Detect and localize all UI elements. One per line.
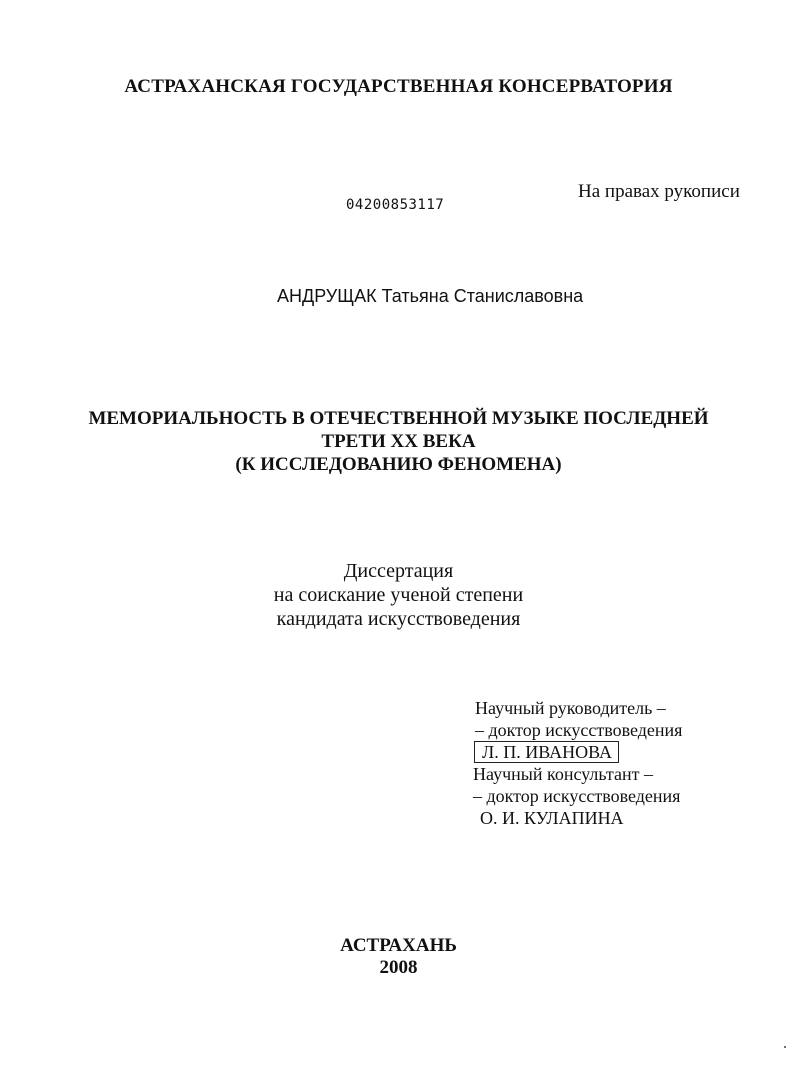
advisor-role: Научный руководитель –	[475, 698, 666, 718]
advisor-degree: – доктор искусствоведения	[475, 720, 683, 740]
year: 2008	[379, 957, 418, 978]
consultant-role: Научный консультант –	[473, 764, 653, 784]
title-line: МЕМОРИАЛЬНОСТЬ В ОТЕЧЕСТВЕННОЙ МУЗЫКЕ ПОСЛЕДНЕЙ	[88, 408, 709, 429]
degree-statement	[0, 559, 797, 631]
title-line: (К ИССЛЕДОВАНИЮ ФЕНОМЕНА)	[235, 454, 562, 475]
consultant-degree: – доктор искусствоведения	[473, 786, 681, 806]
advisor-name: Л. П. ИВАНОВА	[474, 741, 619, 763]
city: АСТРАХАНЬ	[340, 935, 457, 956]
institution-name: АСТРАХАНСКАЯ ГОСУДАРСТВЕННАЯ КОНСЕРВАТОРИЯ	[124, 76, 673, 97]
consultant-name: О. И. КУЛАПИНА	[480, 808, 624, 828]
degree-line: Диссертация	[343, 560, 454, 582]
author-name: АНДРУЩАК Татьяна Станиславовна	[277, 286, 584, 306]
degree-line: кандидата искусствоведения	[276, 608, 521, 630]
supervisors-block	[470, 697, 682, 829]
rights-note: На правах рукописи	[578, 181, 740, 202]
degree-line: на соискание ученой степени	[273, 584, 524, 606]
dissertation-title	[0, 407, 797, 476]
archive-code-stamp: 04200853117	[346, 197, 445, 213]
scan-artifact-dot	[784, 1046, 786, 1048]
footer-place-year	[0, 935, 797, 979]
title-line: ТРЕТИ XX ВЕКА	[321, 431, 476, 452]
